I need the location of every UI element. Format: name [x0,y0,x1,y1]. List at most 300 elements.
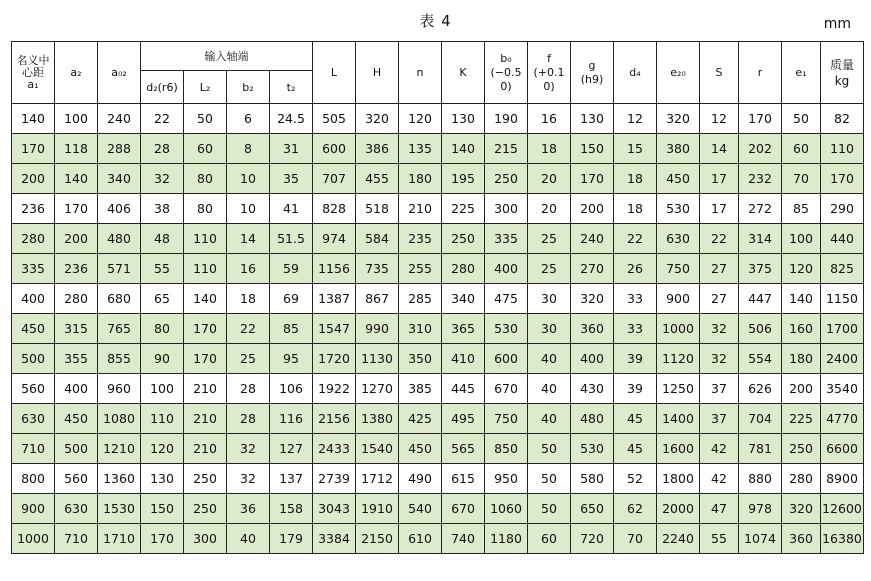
table-cell: 1360 [98,464,141,494]
table-cell: 140 [12,104,55,134]
table-cell: 90 [141,344,184,374]
table-cell: 42 [700,434,739,464]
table-cell: 1700 [821,314,864,344]
table-cell: 232 [739,164,782,194]
table-cell: 720 [571,524,614,554]
table-cell: 255 [399,254,442,284]
header-e20: e₂₀ [657,42,700,104]
table-cell: 38 [141,194,184,224]
table-cell: 62 [614,494,657,524]
table-cell: 28 [141,134,184,164]
table-cell: 500 [55,434,98,464]
table-cell: 59 [270,254,313,284]
table-cell: 500 [12,344,55,374]
table-title: 表 4 [419,12,452,30]
table-cell: 37 [700,374,739,404]
table-cell: 32 [700,314,739,344]
header-f: f (+0.1 0) [528,42,571,104]
table-cell: 270 [571,254,614,284]
table-cell: 310 [399,314,442,344]
table-cell: 95 [270,344,313,374]
table-cell: 16 [528,104,571,134]
table-cell: 707 [313,164,356,194]
table-cell: 200 [55,224,98,254]
table-cell: 235 [399,224,442,254]
table-cell: 288 [98,134,141,164]
table-cell: 3540 [821,374,864,404]
table-cell: 106 [270,374,313,404]
table-cell: 867 [356,284,399,314]
table-cell: 2739 [313,464,356,494]
table-cell: 386 [356,134,399,164]
table-cell: 158 [270,494,313,524]
table-cell: 8900 [821,464,864,494]
table-cell: 127 [270,434,313,464]
table-cell: 215 [485,134,528,164]
table-cell: 406 [98,194,141,224]
table-row [12,314,864,344]
table-cell: 974 [313,224,356,254]
table-cell: 565 [442,434,485,464]
table-cell: 60 [184,134,227,164]
table-cell: 530 [485,314,528,344]
table-cell: 140 [442,134,485,164]
table-cell: 320 [657,104,700,134]
table-cell: 30 [528,284,571,314]
table-cell: 506 [739,314,782,344]
table-cell: 24.5 [270,104,313,134]
table-cell: 978 [739,494,782,524]
table-cell: 750 [657,254,700,284]
table-row [12,524,864,554]
table-cell: 540 [399,494,442,524]
table-cell: 40 [528,404,571,434]
table-cell: 1270 [356,374,399,404]
header-t2: t₂ [270,71,313,104]
table-cell: 335 [12,254,55,284]
table-cell: 15 [614,134,657,164]
table-cell: 800 [12,464,55,494]
table-cell: 430 [571,374,614,404]
table-cell: 300 [485,194,528,224]
table-cell: 47 [700,494,739,524]
table-cell: 195 [442,164,485,194]
table-cell: 315 [55,314,98,344]
table-cell: 950 [485,464,528,494]
table-row [12,164,864,194]
header-a1: 名义中 心距 a₁ [12,42,55,104]
table-cell: 42 [700,464,739,494]
table-row [12,344,864,374]
table-row [12,404,864,434]
table-cell: 170 [739,104,782,134]
table-cell: 39 [614,374,657,404]
table-cell: 480 [98,224,141,254]
table-cell: 320 [782,494,821,524]
table-cell: 160 [782,314,821,344]
table-cell: 20 [528,164,571,194]
table-cell: 1080 [98,404,141,434]
table-cell: 179 [270,524,313,554]
table-cell: 670 [485,374,528,404]
table-cell: 680 [98,284,141,314]
table-cell: 40 [528,344,571,374]
table-cell: 960 [98,374,141,404]
table-cell: 65 [141,284,184,314]
table-cell: 3384 [313,524,356,554]
table-cell: 781 [739,434,782,464]
table-cell: 50 [528,494,571,524]
table-cell: 1530 [98,494,141,524]
table-cell: 518 [356,194,399,224]
table-cell: 1000 [12,524,55,554]
table-cell: 28 [227,404,270,434]
table-cell: 450 [657,164,700,194]
table-cell: 30 [528,314,571,344]
table-cell: 6600 [821,434,864,464]
table-cell: 1060 [485,494,528,524]
table-cell: 750 [485,404,528,434]
table-cell: 202 [739,134,782,164]
table-cell: 6 [227,104,270,134]
table-cell: 335 [485,224,528,254]
table-cell: 1800 [657,464,700,494]
table-cell: 375 [739,254,782,284]
table-cell: 25 [227,344,270,374]
table-cell: 225 [782,404,821,434]
table-cell: 25 [528,224,571,254]
table-cell: 250 [184,494,227,524]
table-cell: 250 [184,464,227,494]
table-cell: 1547 [313,314,356,344]
table-cell: 130 [141,464,184,494]
table-cell: 18 [528,134,571,164]
header-g: g (h9) [571,42,614,104]
table-cell: 600 [485,344,528,374]
table-cell: 170 [821,164,864,194]
table-cell: 39 [614,344,657,374]
table-cell: 1720 [313,344,356,374]
table-cell: 610 [399,524,442,554]
table-cell: 1922 [313,374,356,404]
table-cell: 2150 [356,524,399,554]
table-cell: 360 [571,314,614,344]
table-cell: 447 [739,284,782,314]
table-cell: 250 [442,224,485,254]
table-cell: 16380 [821,524,864,554]
header-r: r [739,42,782,104]
header-d4: d₄ [614,42,657,104]
table-cell: 440 [821,224,864,254]
table-cell: 450 [399,434,442,464]
table-cell: 80 [184,194,227,224]
table-cell: 850 [485,434,528,464]
table-cell: 10 [227,164,270,194]
table-cell: 236 [55,254,98,284]
table-cell: 32 [227,434,270,464]
table-cell: 137 [270,464,313,494]
table-cell: 1130 [356,344,399,374]
table-cell: 37 [700,404,739,434]
table-cell: 200 [782,374,821,404]
table-cell: 170 [141,524,184,554]
header-e1: e₁ [782,42,821,104]
table-row [12,104,864,134]
table-cell: 445 [442,374,485,404]
table-cell: 14 [227,224,270,254]
table-cell: 18 [614,164,657,194]
header-input-shaft-group: 输入轴端 [141,42,313,71]
table-body [12,104,864,554]
table-cell: 380 [657,134,700,164]
table-cell: 36 [227,494,270,524]
header-H: H [356,42,399,104]
table-cell: 18 [227,284,270,314]
table-cell: 1180 [485,524,528,554]
table-cell: 236 [12,194,55,224]
table-cell: 1210 [98,434,141,464]
table-cell: 580 [571,464,614,494]
table-cell: 17 [700,194,739,224]
table-cell: 560 [55,464,98,494]
table-cell: 50 [528,434,571,464]
table-cell: 475 [485,284,528,314]
table-cell: 530 [571,434,614,464]
header-L2: L₂ [184,71,227,104]
table-cell: 650 [571,494,614,524]
table-cell: 2433 [313,434,356,464]
table-cell: 27 [700,284,739,314]
table-cell: 365 [442,314,485,344]
table-cell: 400 [485,254,528,284]
table-cell: 314 [739,224,782,254]
table-cell: 1380 [356,404,399,434]
table-cell: 135 [399,134,442,164]
table-cell: 1074 [739,524,782,554]
table-cell: 4770 [821,404,864,434]
table-cell: 22 [227,314,270,344]
table-cell: 704 [739,404,782,434]
table-cell: 630 [12,404,55,434]
table-cell: 1150 [821,284,864,314]
table-cell: 1600 [657,434,700,464]
table-cell: 280 [782,464,821,494]
table-cell: 48 [141,224,184,254]
table-cell: 180 [782,344,821,374]
header-n: n [399,42,442,104]
table-cell: 1712 [356,464,399,494]
table-cell: 50 [782,104,821,134]
table-cell: 280 [442,254,485,284]
table-cell: 40 [528,374,571,404]
table-cell: 200 [571,194,614,224]
table-row [12,254,864,284]
table-cell: 41 [270,194,313,224]
table-cell: 20 [528,194,571,224]
table-cell: 80 [184,164,227,194]
table-cell: 40 [227,524,270,554]
table-cell: 110 [821,134,864,164]
table-cell: 120 [141,434,184,464]
table-cell: 140 [782,284,821,314]
table-row [12,224,864,254]
table-cell: 340 [442,284,485,314]
table-row [12,194,864,224]
table-cell: 1910 [356,494,399,524]
table-cell: 505 [313,104,356,134]
table-cell: 571 [98,254,141,284]
table-cell: 120 [399,104,442,134]
table-cell: 210 [184,374,227,404]
table-cell: 100 [141,374,184,404]
table-cell: 710 [55,524,98,554]
table-cell: 52 [614,464,657,494]
table-cell: 32 [227,464,270,494]
table-cell: 70 [614,524,657,554]
table-cell: 70 [782,164,821,194]
table-cell: 410 [442,344,485,374]
table-cell: 170 [571,164,614,194]
table-row [12,434,864,464]
table-cell: 25 [528,254,571,284]
table-cell: 300 [184,524,227,554]
table-cell: 480 [571,404,614,434]
header-b0: b₀ (−0.5 0) [485,42,528,104]
table-cell: 340 [98,164,141,194]
table-cell: 110 [141,404,184,434]
table-cell: 45 [614,434,657,464]
table-cell: 100 [782,224,821,254]
table-cell: 82 [821,104,864,134]
header-L: L [313,42,356,104]
table-cell: 615 [442,464,485,494]
header-K: K [442,42,485,104]
table-cell: 51.5 [270,224,313,254]
table-cell: 31 [270,134,313,164]
table-cell: 120 [782,254,821,284]
table-cell: 210 [399,194,442,224]
table-cell: 240 [571,224,614,254]
table-cell: 1387 [313,284,356,314]
table-cell: 28 [227,374,270,404]
table-cell: 880 [739,464,782,494]
table-cell: 150 [141,494,184,524]
table-cell: 250 [782,434,821,464]
table-cell: 85 [782,194,821,224]
table-cell: 50 [528,464,571,494]
table-cell: 450 [12,314,55,344]
table-cell: 2400 [821,344,864,374]
table-cell: 554 [739,344,782,374]
table-cell: 280 [12,224,55,254]
table-cell: 150 [571,134,614,164]
table-cell: 400 [55,374,98,404]
table-cell: 765 [98,314,141,344]
table-cell: 1156 [313,254,356,284]
table-cell: 250 [485,164,528,194]
table-cell: 385 [399,374,442,404]
table-cell: 130 [571,104,614,134]
table-row [12,284,864,314]
table-cell: 35 [270,164,313,194]
table-cell: 22 [700,224,739,254]
table-cell: 210 [184,434,227,464]
table-cell: 450 [55,404,98,434]
table-cell: 170 [12,134,55,164]
table-cell: 32 [141,164,184,194]
table-cell: 60 [528,524,571,554]
table-cell: 69 [270,284,313,314]
table-cell: 240 [98,104,141,134]
header-mass: 质量 kg [821,42,864,104]
table-cell: 900 [12,494,55,524]
table-cell: 740 [442,524,485,554]
table-cell: 1250 [657,374,700,404]
table-cell: 16 [227,254,270,284]
table-cell: 1540 [356,434,399,464]
table-cell: 200 [12,164,55,194]
table-cell: 1000 [657,314,700,344]
table-cell: 170 [55,194,98,224]
table-cell: 118 [55,134,98,164]
table-cell: 560 [12,374,55,404]
table-row [12,134,864,164]
table-cell: 26 [614,254,657,284]
header-d2: d₂(r6) [141,71,184,104]
table-cell: 630 [657,224,700,254]
table-cell: 3043 [313,494,356,524]
table-cell: 828 [313,194,356,224]
table-cell: 670 [442,494,485,524]
table-cell: 140 [184,284,227,314]
table-cell: 710 [12,434,55,464]
table-cell: 80 [141,314,184,344]
table-cell: 210 [184,404,227,434]
table-cell: 12 [700,104,739,134]
table-cell: 27 [700,254,739,284]
table-cell: 100 [55,104,98,134]
table-cell: 350 [399,344,442,374]
table-cell: 825 [821,254,864,284]
table-cell: 110 [184,224,227,254]
table-cell: 320 [571,284,614,314]
table-cell: 272 [739,194,782,224]
table-cell: 8 [227,134,270,164]
table-cell: 55 [141,254,184,284]
table-cell: 55 [700,524,739,554]
table-cell: 600 [313,134,356,164]
unit-label: mm [823,16,851,32]
table-cell: 32 [700,344,739,374]
table-cell: 22 [614,224,657,254]
table-cell: 180 [399,164,442,194]
table-cell: 425 [399,404,442,434]
table-cell: 33 [614,284,657,314]
table-cell: 1120 [657,344,700,374]
table-row [12,464,864,494]
table-cell: 10 [227,194,270,224]
table-cell: 320 [356,104,399,134]
table-cell: 1400 [657,404,700,434]
table-cell: 12 [614,104,657,134]
table-cell: 12600 [821,494,864,524]
table-cell: 285 [399,284,442,314]
table-cell: 17 [700,164,739,194]
table-cell: 855 [98,344,141,374]
table-cell: 280 [55,284,98,314]
table-cell: 170 [184,314,227,344]
table-cell: 626 [739,374,782,404]
